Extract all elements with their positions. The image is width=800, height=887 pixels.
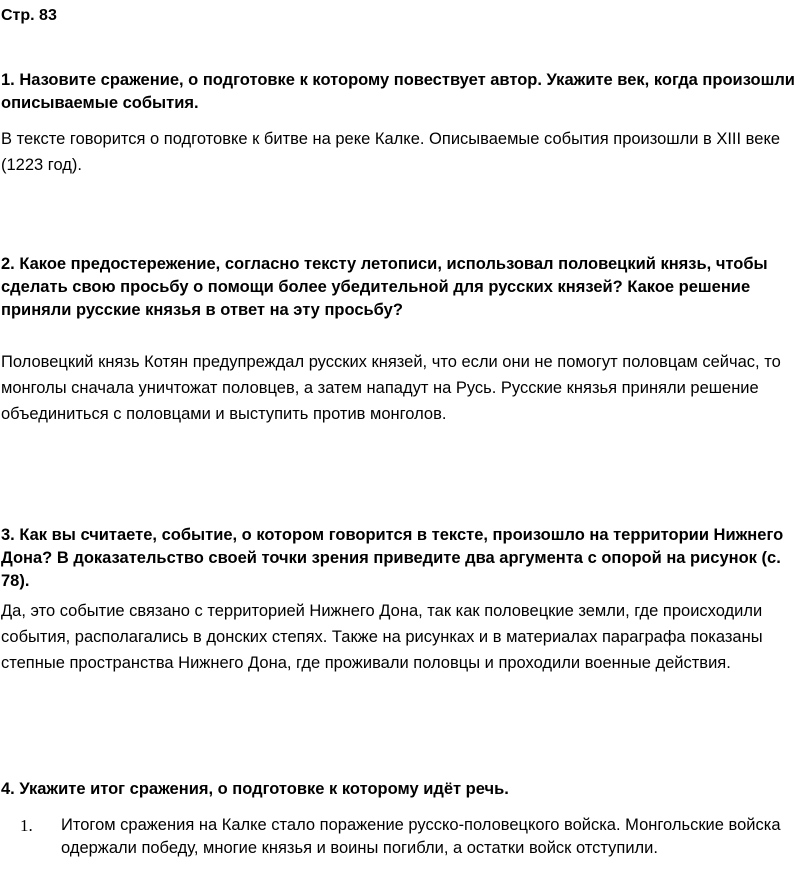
question-3: 3. Как вы считаете, событие, о котором говорится в тексте, произошло на территории Нижнего Дона? В доказательство своей точки зрения приведите два аргумента с опорой на рисунок (с. 78).: [1, 526, 784, 590]
question-4: 4. Укажите итог сражения, о подготовке к которому идёт речь.: [1, 780, 509, 798]
question-1: 1. Назовите сражение, о подготовке к которому повествует автор. Укажите век, когда произошли описываемые события.: [1, 71, 795, 112]
answer-3: Да, это событие связано с территорией Нижнего Дона, так как половецкие земли, где происходили события, располагались в донских степях. Также на рисунках и в материалах параграфа показаны степные пространства Нижнего Дона, где проживали половцы и проходили военные действия.: [1, 602, 763, 672]
answer-2: Половецкий князь Котян предупреждал русских князей, что если они не помогут половцам сейчас, то монголы сначала уничтожат половцев, а затем нападут на Русь. Русские князья приняли решение объединиться с половцами и выступить против монголов.: [1, 353, 781, 423]
answer-1: В тексте говорится о подготовке к битве на реке Калке. Описываемые события произошли в XIII веке (1223 год).: [1, 130, 781, 174]
list-item-number: 1.: [20, 816, 33, 835]
page-label: Стр. 83: [1, 7, 57, 24]
list-item-text: Итогом сражения на Калке стало поражение русско-половецкого войска. Монгольские войска одержали победу, многие князья и воины погибли, а остатки войск отступили.: [61, 816, 781, 857]
question-2: 2. Какое предостережение, согласно тексту летописи, использовал половецкий князь, чтобы сделать свою просьбу о помощи более убедительной для русских князей? Какое решение приняли русские князья в ответ на эту просьбу?: [1, 255, 768, 319]
